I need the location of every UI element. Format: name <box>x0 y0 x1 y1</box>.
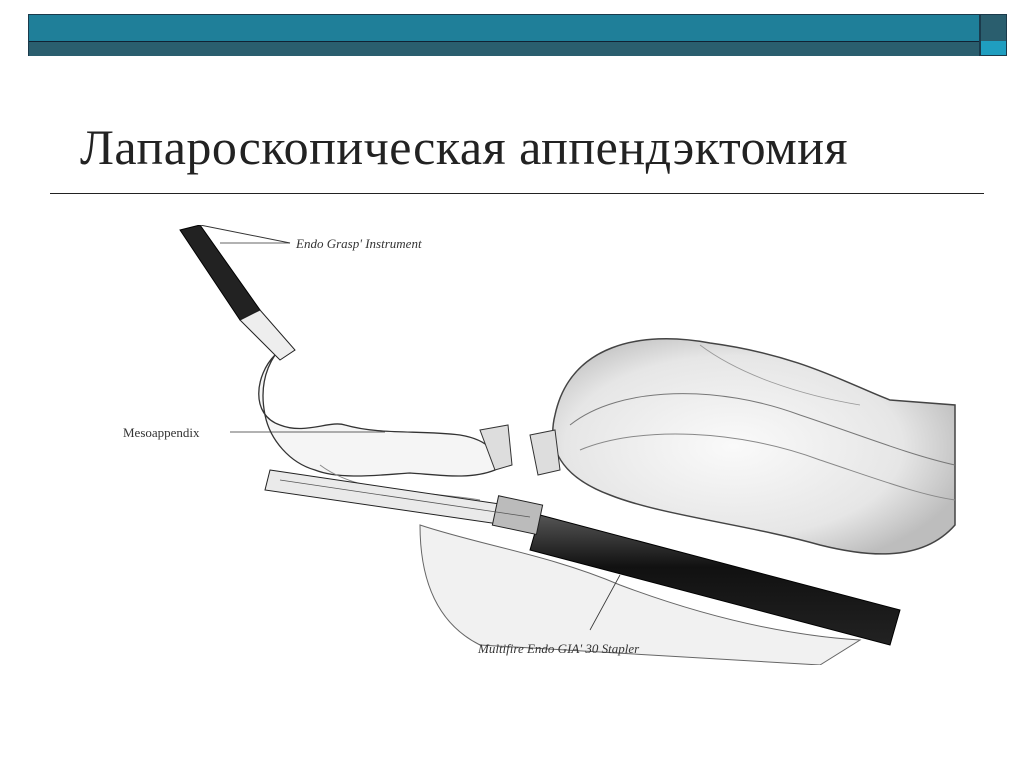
appendectomy-illustration <box>100 225 970 665</box>
corner-top-block <box>981 15 1006 41</box>
label-endo-grasp: Endo Grasp' Instrument <box>296 236 422 251</box>
corner-bottom-block <box>981 41 1006 55</box>
cecum-drawing <box>553 339 955 554</box>
title-divider <box>50 193 984 194</box>
slide-title: Лапароскопическая аппендэктомия <box>80 119 849 175</box>
endo-grasp-instrument <box>180 225 295 360</box>
label-stapler: Multifire Endo GIA' 30 Stapler <box>478 641 640 656</box>
label-mesoappendix: Mesoappendix <box>123 425 200 440</box>
header-bar <box>28 14 980 56</box>
header-corner-decoration <box>980 14 1007 56</box>
header-bar-stripe <box>29 41 979 56</box>
